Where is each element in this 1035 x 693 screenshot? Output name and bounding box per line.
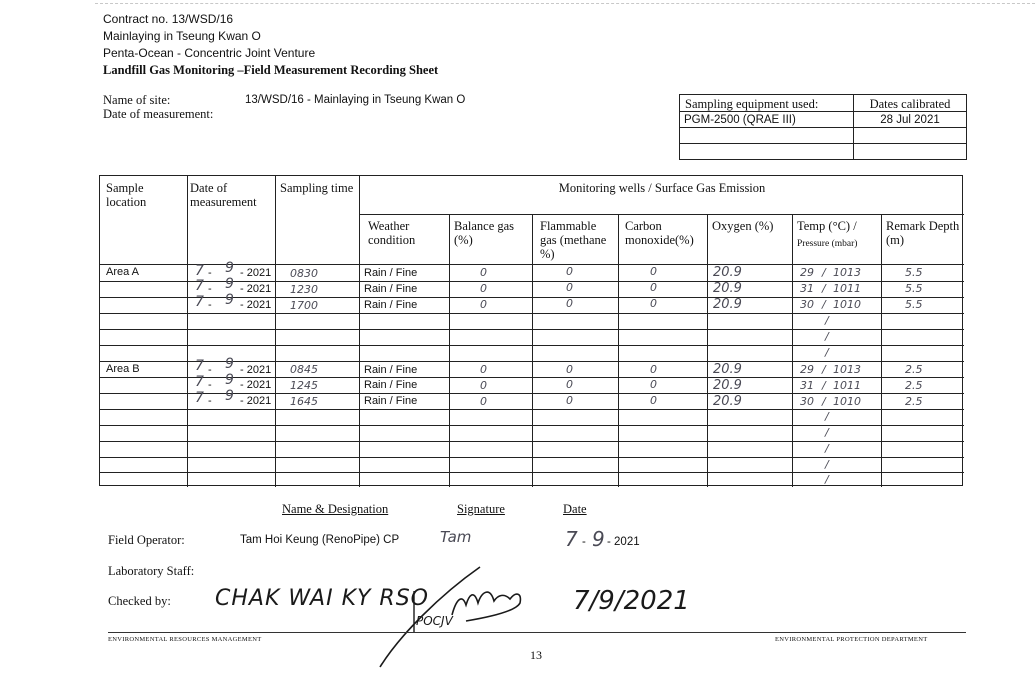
pressure-separator: / (822, 379, 826, 392)
month-cell: 9 (225, 260, 234, 276)
temp-cell: 31 (800, 282, 814, 295)
date-dash: - (208, 395, 212, 407)
flammable-cell: 0 (566, 297, 573, 310)
flammable-cell: 0 (566, 281, 573, 294)
oxygen-cell: 20.9 (713, 265, 742, 280)
year-cell: - 2021 (240, 364, 272, 376)
site-name-value: 13/WSD/16 - Mainlaying in Tseung Kwan O (245, 94, 466, 106)
time-cell: 1700 (290, 299, 318, 312)
depth-cell: 2.5 (905, 379, 923, 392)
month-cell: 9 (225, 372, 234, 388)
header-weather: Weather condition (368, 219, 416, 247)
field-operator-label: Field Operator: (108, 533, 185, 547)
blank-slash: / (825, 314, 829, 327)
page-number: 13 (530, 648, 542, 662)
month-cell: 9 (225, 292, 234, 308)
row-divider (100, 329, 964, 330)
column-divider (532, 214, 533, 487)
month-cell: 9 (225, 276, 234, 292)
equipment-table (679, 94, 967, 160)
row-divider (100, 345, 964, 346)
signature-header: Signature (457, 502, 505, 516)
temp-cell: 31 (800, 379, 814, 392)
pressure-separator: / (822, 266, 826, 279)
calibrated-header: Dates calibrated (854, 95, 966, 112)
blank-slash: / (825, 442, 829, 455)
site-name-label: Name of site: (103, 93, 171, 107)
area-b-label: Area B (106, 363, 140, 375)
row-divider (100, 441, 964, 442)
oxygen-cell: 20.9 (713, 362, 742, 377)
day-cell: 7 (195, 374, 204, 390)
time-cell: 0845 (290, 363, 318, 376)
pressure-separator: / (822, 363, 826, 376)
header-sampling-time: Sampling time (280, 181, 354, 195)
footer-rule (108, 632, 966, 633)
blank-slash: / (825, 473, 829, 486)
time-cell: 0830 (290, 267, 318, 280)
year-cell: - 2021 (240, 395, 272, 407)
name-designation-header: Name & Designation (282, 502, 389, 516)
header-balance-gas: Balance gas (%) (454, 219, 515, 247)
row-divider (100, 313, 964, 314)
temp-cell: 30 (800, 298, 814, 311)
row-divider (100, 409, 964, 410)
flammable-cell: 0 (566, 265, 573, 278)
oxygen-cell: 20.9 (713, 281, 742, 296)
pressure-cell: 1011 (833, 282, 861, 295)
row-divider (100, 457, 964, 458)
depth-cell: 5.5 (905, 298, 923, 311)
date-dash: - (208, 267, 212, 279)
balance-cell: 0 (480, 379, 487, 392)
blank-slash: / (825, 346, 829, 359)
date-dash: - (208, 379, 212, 391)
balance-cell: 0 (480, 266, 487, 279)
pressure-separator: / (822, 395, 826, 408)
day-cell: 7 (195, 390, 204, 406)
date-dash: - (208, 283, 212, 295)
header-oxygen: Oxygen (%) (712, 219, 774, 233)
co-cell: 0 (650, 394, 657, 407)
area-a-label: Area A (106, 266, 140, 278)
date-dash: - (208, 364, 212, 376)
header-sample-location: Sample location (106, 181, 147, 209)
date-of-measurement-label: Date of measurement: (103, 107, 214, 121)
checked-by-name: CHAK WAI KY RSO (215, 586, 429, 611)
equipment-blank-row (680, 128, 854, 144)
time-cell: 1230 (290, 283, 318, 296)
oxygen-cell: 20.9 (713, 378, 742, 393)
equipment-header: Sampling equipment used: (680, 95, 854, 112)
checked-by-date: 7/9/2021 (573, 586, 690, 616)
checked-by-label: Checked by: (108, 594, 171, 608)
contract-number: Contract no. 13/WSD/16 (103, 12, 234, 26)
header-monitoring-group: Monitoring wells / Surface Gas Emission (558, 181, 766, 195)
equipment-blank-row (680, 144, 854, 159)
co-cell: 0 (650, 363, 657, 376)
header-date: Date of measurement (190, 181, 257, 209)
co-cell: 0 (650, 281, 657, 294)
pressure-separator: / (822, 282, 826, 295)
column-divider (881, 214, 882, 487)
depth-cell: 2.5 (905, 395, 923, 408)
temp-cell: 29 (800, 363, 814, 376)
column-divider (449, 214, 450, 487)
time-cell: 1645 (290, 395, 318, 408)
temp-cell: 30 (800, 395, 814, 408)
balance-cell: 0 (480, 395, 487, 408)
year-cell: - 2021 (240, 267, 272, 279)
header-remark-depth: Remark Depth (m) (886, 219, 960, 247)
balance-cell: 0 (480, 363, 487, 376)
column-divider (792, 214, 793, 487)
header-flammable-gas: Flammable gas (methane %) (540, 219, 607, 261)
depth-cell: 5.5 (905, 282, 923, 295)
day-cell: 7 (195, 278, 204, 294)
date-header: Date (563, 502, 587, 516)
field-operator-signature: Tam (440, 528, 472, 546)
calibrated-blank-row (854, 144, 966, 159)
header-pressure: Pressure (mbar) (797, 239, 858, 249)
day-cell: 7 (195, 358, 204, 374)
blank-slash: / (825, 330, 829, 343)
laboratory-staff-label: Laboratory Staff: (108, 564, 195, 578)
row-divider (359, 214, 964, 215)
year-cell: - 2021 (240, 283, 272, 295)
measurement-table (99, 175, 963, 486)
month-cell: 9 (225, 356, 234, 372)
oxygen-cell: 20.9 (713, 297, 742, 312)
pressure-cell: 1010 (833, 298, 861, 311)
pressure-separator: / (822, 298, 826, 311)
balance-cell: 0 (480, 298, 487, 311)
field-operator-name: Tam Hoi Keung (RenoPipe) CP (240, 534, 400, 546)
blank-slash: / (825, 426, 829, 439)
checked-by-org: POCJV (416, 614, 453, 628)
pressure-cell: 1011 (833, 379, 861, 392)
column-divider (618, 214, 619, 487)
co-cell: 0 (650, 378, 657, 391)
field-date-month: 9 (592, 527, 605, 551)
right-footer-mark: ENVIRONMENTAL PROTECTION DEPARTMENT (775, 636, 928, 643)
time-cell: 1245 (290, 379, 318, 392)
row-divider (100, 425, 964, 426)
date-dash: - (208, 299, 212, 311)
month-cell: 9 (225, 388, 234, 404)
year-cell: - 2021 (240, 299, 272, 311)
co-cell: 0 (650, 297, 657, 310)
left-footer-mark: ENVIRONMENTAL RESOURCES MANAGEMENT (108, 636, 262, 643)
oxygen-cell: 20.9 (713, 394, 742, 409)
field-date-year: - 2021 (607, 536, 640, 548)
weather-cell: Rain / Fine (364, 364, 418, 376)
pressure-cell: 1013 (833, 266, 861, 279)
weather-cell: Rain / Fine (364, 379, 418, 391)
calibrated-value: 28 Jul 2021 (854, 112, 966, 128)
day-cell: 7 (195, 263, 204, 279)
header-carbon-monoxide: Carbon monoxide(%) (625, 219, 694, 247)
contractor-name: Penta-Ocean - Concentric Joint Venture (103, 46, 316, 60)
temp-cell: 29 (800, 266, 814, 279)
depth-cell: 2.5 (905, 363, 923, 376)
equipment-value: PGM-2500 (QRAE III) (680, 112, 854, 128)
blank-slash: / (825, 410, 829, 423)
pressure-cell: 1010 (833, 395, 861, 408)
contract-title: Mainlaying in Tseung Kwan O (103, 29, 261, 43)
depth-cell: 5.5 (905, 266, 923, 279)
co-cell: 0 (650, 265, 657, 278)
balance-cell: 0 (480, 282, 487, 295)
field-date-day: 7 (565, 527, 578, 551)
column-divider (707, 214, 708, 487)
weather-cell: Rain / Fine (364, 299, 418, 311)
weather-cell: Rain / Fine (364, 267, 418, 279)
header-temp: Temp (°C) / (797, 219, 857, 233)
field-date-dash: - (582, 536, 586, 548)
flammable-cell: 0 (566, 394, 573, 407)
top-border (95, 3, 1035, 4)
flammable-cell: 0 (566, 363, 573, 376)
year-cell: - 2021 (240, 379, 272, 391)
flammable-cell: 0 (566, 378, 573, 391)
day-cell: 7 (195, 294, 204, 310)
calibrated-blank-row (854, 128, 966, 144)
pressure-cell: 1013 (833, 363, 861, 376)
sheet-title: Landfill Gas Monitoring –Field Measurement Recording Sheet (103, 63, 439, 77)
row-divider (100, 472, 964, 473)
weather-cell: Rain / Fine (364, 283, 418, 295)
blank-slash: / (825, 458, 829, 471)
weather-cell: Rain / Fine (364, 395, 418, 407)
